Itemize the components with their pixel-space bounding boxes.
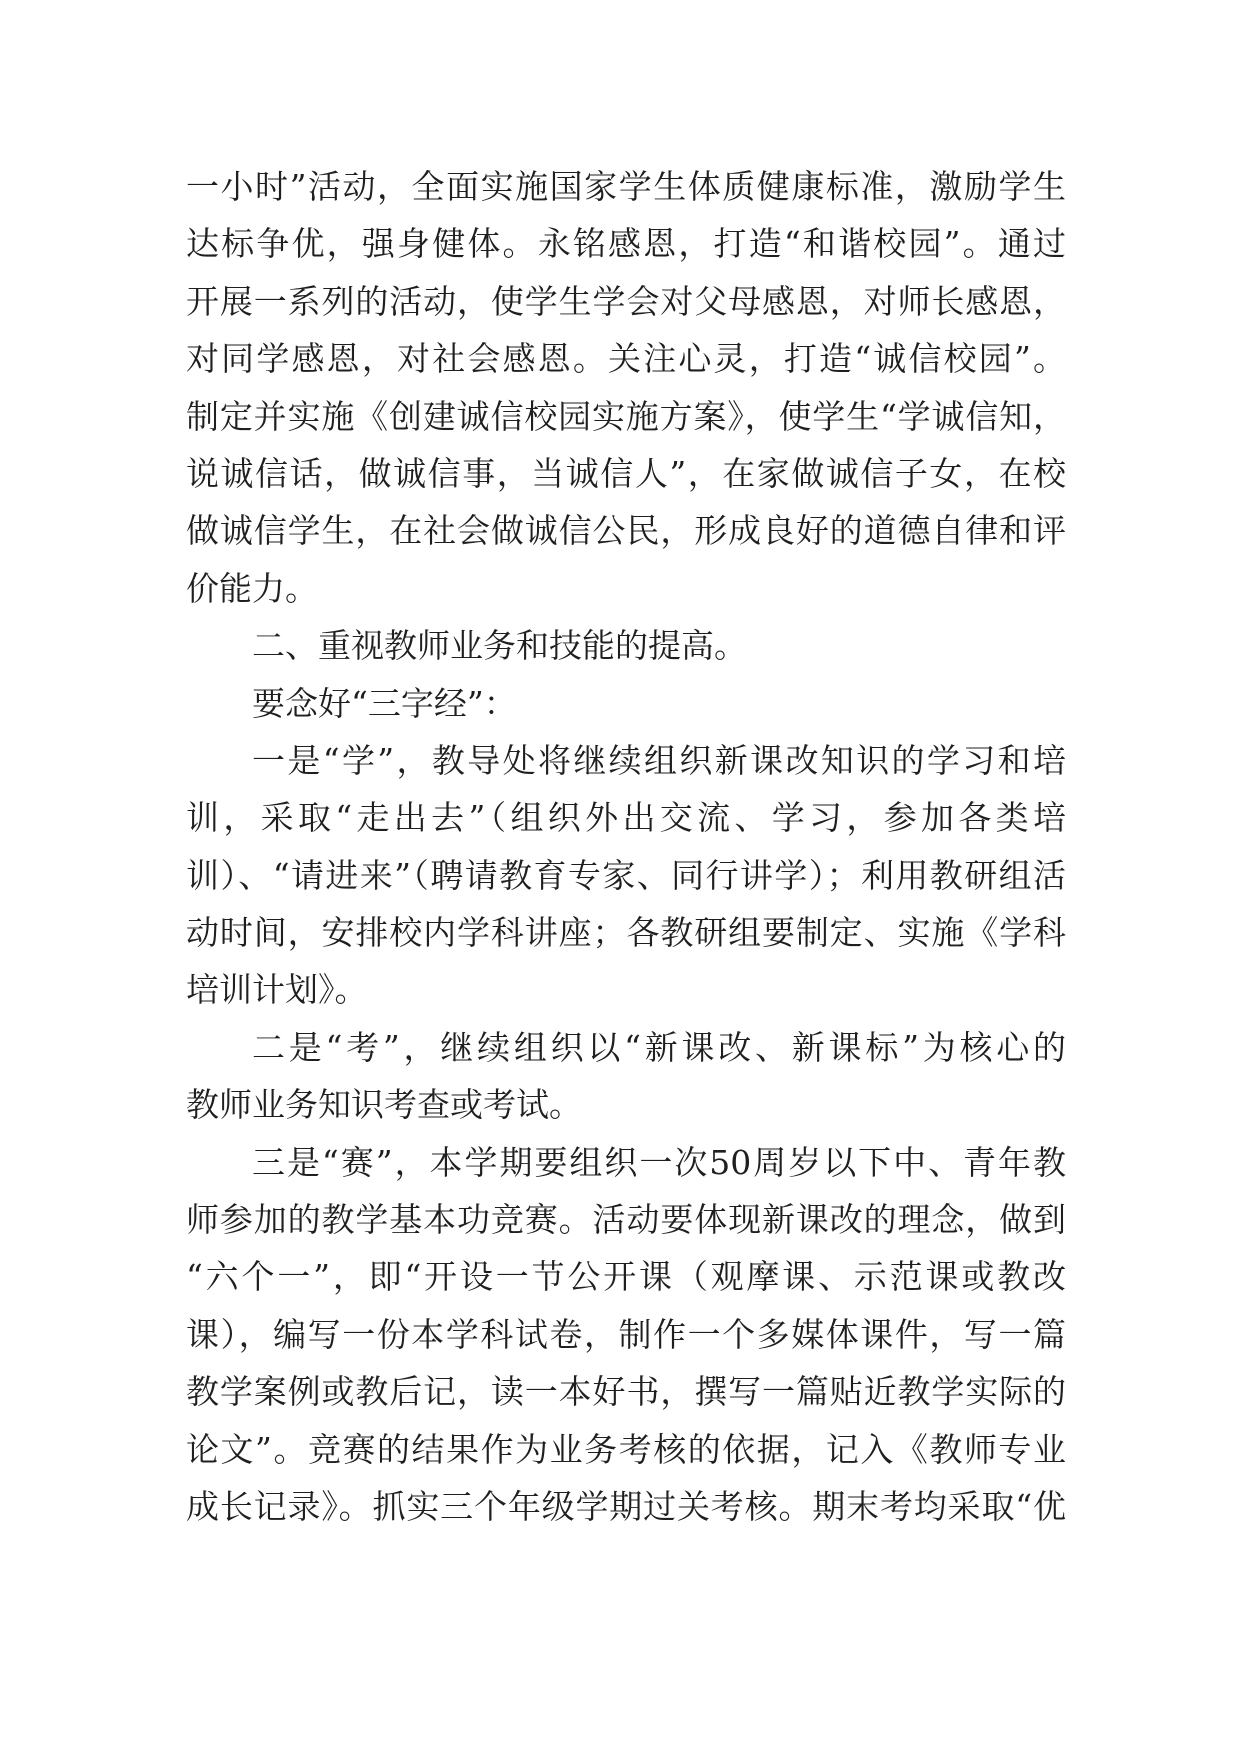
body-text	[186, 158, 1066, 1535]
text-line: 价能力。	[186, 568, 318, 608]
text-line: 教师业务知识考查或考试。	[186, 1085, 582, 1125]
text-line: 要念好“三字经”：	[252, 683, 517, 723]
text-line: 成长记录》。抓实三个年级学期过关考核。期末考均采取“优	[186, 1486, 1066, 1526]
text-line: 训）、“请进来”（聘请教育专家、同行讲学）；利用教研组活	[186, 855, 1066, 895]
text-line: 一小时”活动，全面实施国家学生体质健康标准，激励学生	[186, 167, 1066, 206]
text-line: 开展一系列的活动，使学生学会对父母感恩，对师长感恩，	[186, 281, 1066, 321]
text-line: 教学案例或教后记，读一本好书，撰写一篇贴近教学实际的	[186, 1372, 1066, 1412]
text-line: 制定并实施《创建诚信校园实施方案》，使学生“学诚信知，	[186, 396, 1066, 436]
text-line: 一是“学”，教导处将继续组织新课改知识的学习和培	[252, 740, 1066, 780]
text-line: 达标争优，强身健体。永铭感恩，打造“和谐校园”。通过	[186, 224, 1066, 264]
text-line: 三是“赛”，本学期要组织一次50周岁以下中、青年教	[252, 1142, 1066, 1182]
text-line: 二、重视教师业务和技能的提高。	[252, 626, 747, 666]
text-line: 动时间，安排校内学科讲座；各教研组要制定、实施《学科	[186, 913, 1066, 953]
text-line: 做诚信学生，在社会做诚信公民，形成良好的道德自律和评	[186, 511, 1066, 551]
text-line: “六个一”，即“开设一节公开课（观摩课、示范课或教改	[186, 1257, 1066, 1297]
text-line: 训，采取“走出去”（组织外出交流、学习，参加各类培	[186, 798, 1066, 838]
text-line: 二是“考”，继续组织以“新课改、新课标”为核心的	[252, 1027, 1066, 1067]
text-line: 师参加的教学基本功竞赛。活动要体现新课改的理念，做到	[186, 1200, 1066, 1240]
text-line: 论文”。竞赛的结果作为业务考核的依据，记入《教师专业	[186, 1429, 1066, 1469]
text-line: 课），编写一份本学科试卷，制作一个多媒体课件，写一篇	[186, 1314, 1066, 1354]
text-line: 对同学感恩，对社会感恩。关注心灵，打造“诚信校园”。	[186, 339, 1066, 379]
text-line: 培训计划》。	[186, 970, 368, 1010]
text-line: 说诚信话，做诚信事，当诚信人”，在家做诚信子女，在校	[186, 453, 1066, 493]
